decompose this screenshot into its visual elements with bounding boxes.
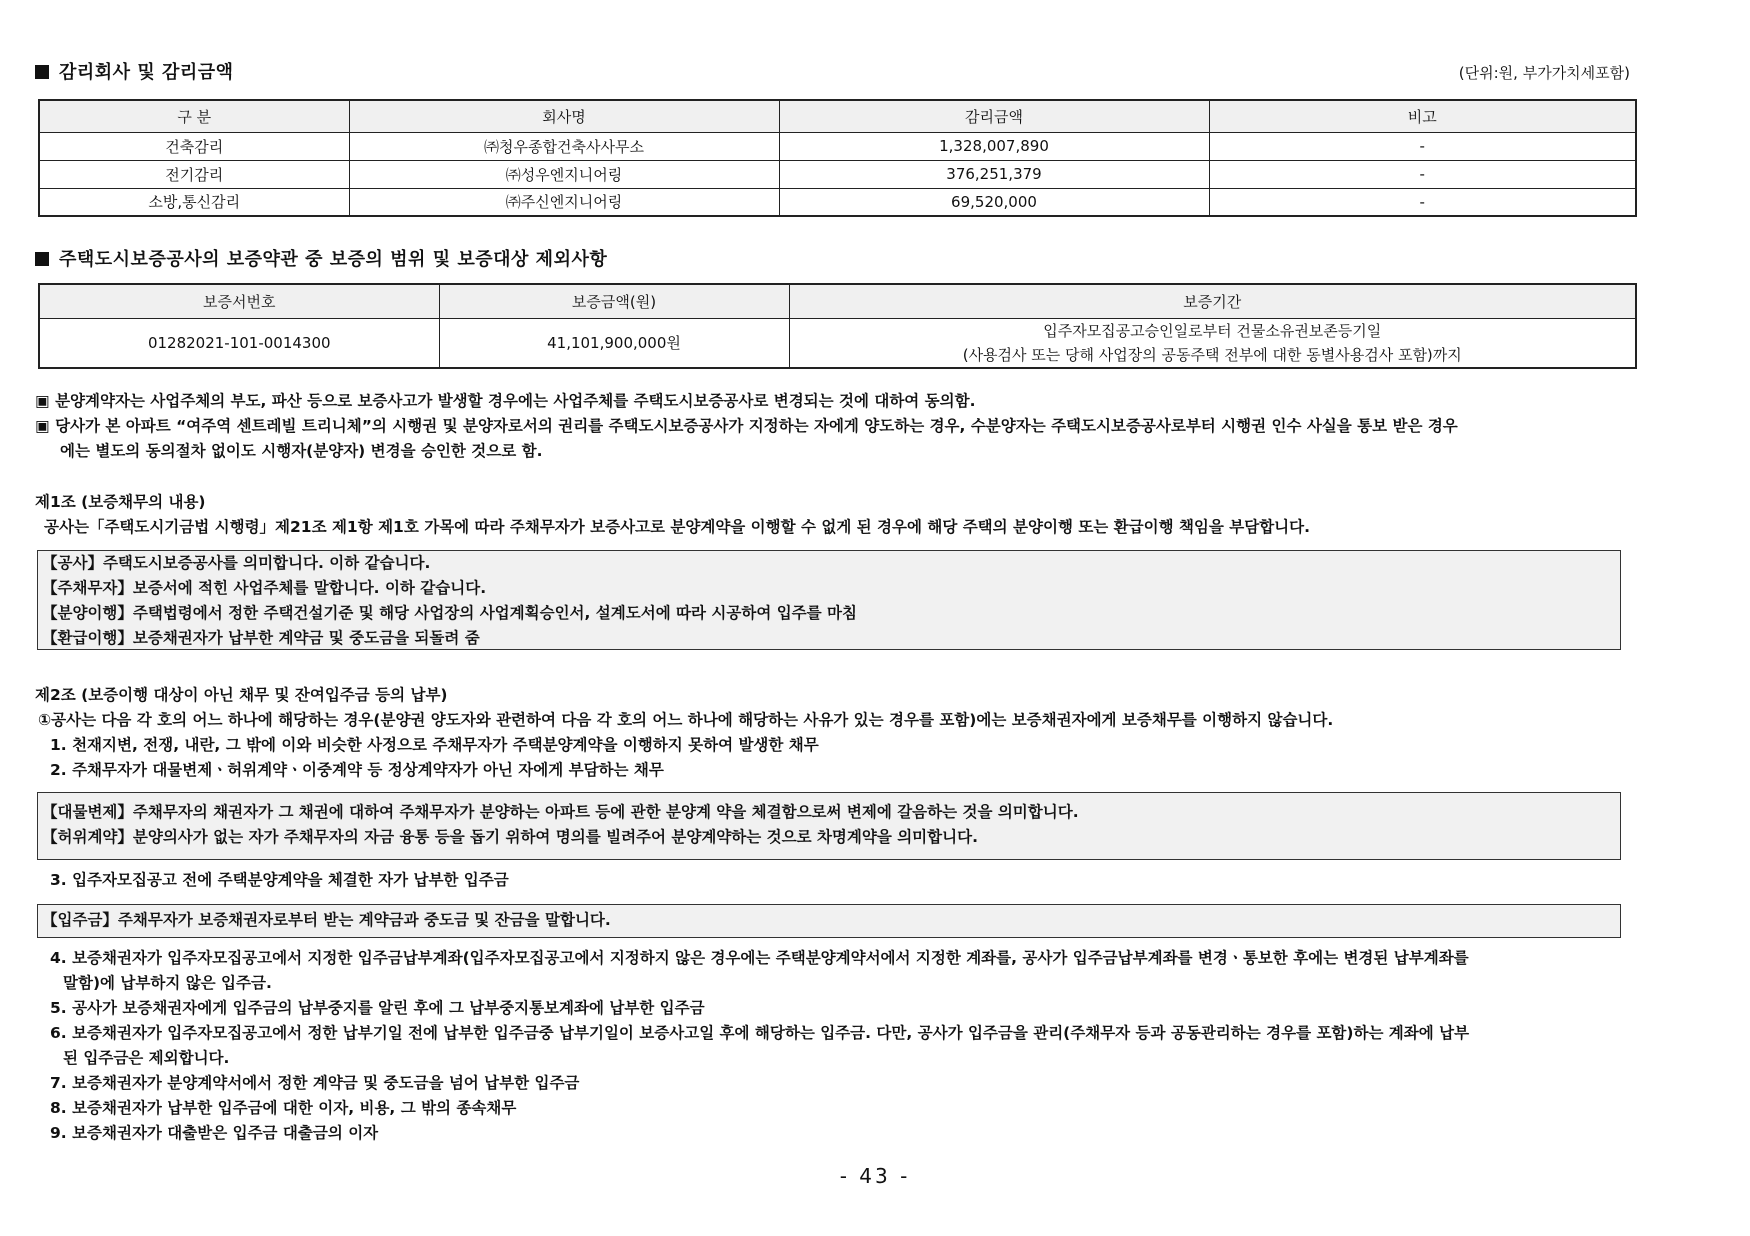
table-header-row (39, 100, 1636, 132)
list-item: 8. 보증채권자가 납부한 입주금에 대한 이자, 비용, 그 밖의 종속채무 (50, 1099, 517, 1117)
list-item: 7. 보증채권자가 분양계약서에서 정한 계약금 및 중도금을 넘어 납부한 입주금 (50, 1074, 580, 1092)
cert-number-cell: 01282021-101-0014300 (39, 318, 439, 368)
table-header-cell: 구 분 (39, 100, 349, 132)
box-bullet-icon: ▣ (35, 417, 50, 435)
list-item: 1. 천재지변, 전쟁, 내란, 그 밖에 이와 비슷한 사정으로 주채무자가 주택분양계약을 이행하지 못하여 발생한 채무 (50, 736, 819, 754)
guarantee-period-cell (789, 318, 1636, 368)
box-bullet-icon: ▣ (35, 392, 50, 410)
list-item: 6. 보증채권자가 입주자모집공고에서 정한 납부기일 전에 납부한 입주금중 납부기일이 보증사고일 후에 해당하는 입주금. 다만, 공사가 입주금을 관리(주채무자 등과 공동관리하는 경우를 포함)하는 계좌에 납부 (50, 1024, 1470, 1042)
table-header-cell: 회사명 (349, 100, 779, 132)
square-bullet-icon (35, 252, 49, 266)
supervision-table (38, 99, 1637, 217)
table-cell: 1,328,007,890 (779, 132, 1209, 160)
section-title-supervision: 감리회사 및 감리금액 (35, 58, 234, 84)
table-cell: ㈜청우종합건축사사무소 (349, 132, 779, 160)
note-transfer-cont: 에는 별도의 동의절차 없이도 시행자(분양자) 변경을 승인한 것으로 함. (60, 442, 543, 460)
table-row (39, 318, 1636, 368)
section-title-guarantee: 주택도시보증공사의 보증약관 중 보증의 범위 및 보증대상 제외사항 (35, 245, 607, 271)
definition-line: 【대물변제】주채무자의 채권자가 그 채권에 대하여 주채무자가 분양하는 아파트 등에 관한 분양계 약을 체결함으로써 변제에 갈음하는 것을 의미합니다. (42, 803, 1079, 821)
list-item: 4. 보증채권자가 입주자모집공고에서 지정한 입주금납부계좌(입주자모집공고에서 지정하지 않은 경우에는 주택분양계약서에서 지정한 계좌를, 공사가 입주금납부계좌를 변경ㆍ통보한 후에는 변경된 납부계좌를 (50, 949, 1469, 967)
definition-line: 【허위계약】분양의사가 없는 자가 주채무자의 자금 융통 등을 돕기 위하여 명의를 빌려주어 분양계약하는 것으로 차명계약을 의미합니다. (42, 828, 978, 846)
table-row (39, 160, 1636, 188)
table-row (39, 188, 1636, 216)
article1-definitions-box (37, 550, 1621, 650)
definition-line: 【주채무자】보증서에 적힌 사업주체를 말합니다. 이하 같습니다. (42, 579, 487, 597)
table-cell: 전기감리 (39, 160, 349, 188)
table-cell: ㈜성우엔지니어링 (349, 160, 779, 188)
table-cell: - (1209, 188, 1636, 216)
table-cell: 69,520,000 (779, 188, 1209, 216)
table-cell: 376,251,379 (779, 160, 1209, 188)
table-header-cell: 보증기간 (789, 284, 1636, 318)
unit-note: (단위:원, 부가가치세포함) (1458, 64, 1630, 82)
page-number: - 43 - (839, 1164, 911, 1188)
list-item: 2. 주채무자가 대물변제ㆍ허위계약ㆍ이중계약 등 정상계약자가 아닌 자에게 부담하는 채무 (50, 761, 664, 779)
list-item-cont: 말함)에 납부하지 않은 입주금. (63, 974, 272, 992)
table-cell: 소방,통신감리 (39, 188, 349, 216)
table-header-cell: 비고 (1209, 100, 1636, 132)
table-header-cell: 보증금액(원) (439, 284, 789, 318)
table-cell: - (1209, 160, 1636, 188)
list-item: 9. 보증채권자가 대출받은 입주금 대출금의 이자 (50, 1124, 379, 1142)
list-item: 3. 입주자모집공고 전에 주택분양계약을 체결한 자가 납부한 입주금 (50, 871, 509, 889)
note-transfer: ▣ 당사가 본 아파트 “여주역 센트레빌 트리니체”의 시행권 및 분양자로서의 권리를 주택도시보증공사가 지정하는 자에게 양도하는 경우, 수분양자는 주택도시보증공사로부터 시행권 인수 사실을 통보 받은 경우 (35, 417, 1458, 435)
square-bullet-icon (35, 65, 49, 79)
article2-intro: ①공사는 다음 각 호의 어느 하나에 해당하는 경우(분양권 양도자와 관련하여 다음 각 호의 어느 하나에 해당하는 사유가 있는 경우를 포함)에는 보증채권자에게 보증채무를 이행하지 않습니다. (38, 711, 1334, 729)
table-row (39, 132, 1636, 160)
note-consent: ▣ 분양계약자는 사업주체의 부도, 파산 등으로 보증사고가 발생할 경우에는 사업주체를 주택도시보증공사로 변경되는 것에 대하여 동의함. (35, 392, 976, 410)
table-header-cell: 보증서번호 (39, 284, 439, 318)
table-cell: ㈜주신엔지니어링 (349, 188, 779, 216)
definition-line: 【분양이행】주택법령에서 정한 주택건설기준 및 해당 사업장의 사업계획승인서, 설계도서에 따라 시공하여 입주를 마침 (42, 604, 857, 622)
article2-definitions-box (37, 792, 1621, 860)
period-line: 입주자모집공고승인일로부터 건물소유권보존등기일 (1043, 321, 1382, 340)
definition-line: 【공사】주택도시보증공사를 의미합니다. 이하 같습니다. (42, 554, 431, 572)
list-item: 5. 공사가 보증채권자에게 입주금의 납부중지를 알린 후에 그 납부중지통보계좌에 납부한 입주금 (50, 999, 705, 1017)
guarantee-amount-cell: 41,101,900,000원 (439, 318, 789, 368)
guarantee-table (38, 283, 1637, 369)
table-cell: - (1209, 132, 1636, 160)
list-item-cont: 된 입주금은 제외합니다. (63, 1049, 230, 1067)
definition-line: 【환급이행】보증채권자가 납부한 계약금 및 중도금을 되돌려 줌 (42, 629, 480, 647)
table-header-cell: 감리금액 (779, 100, 1209, 132)
article2-title: 제2조 (보증이행 대상이 아닌 채무 및 잔여입주금 등의 납부) (35, 686, 448, 704)
article1-title: 제1조 (보증채무의 내용) (35, 493, 206, 511)
period-line: (사용검사 또는 당해 사업장의 공동주택 전부에 대한 동별사용검사 포함)까지 (962, 345, 1462, 364)
table-cell: 건축감리 (39, 132, 349, 160)
article1-body: 공사는「주택도시기금법 시행령」제21조 제1항 제1호 가목에 따라 주채무자가 보증사고로 분양계약을 이행할 수 없게 된 경우에 해당 주택의 분양이행 또는 환급이행 책임을 부담합니다. (44, 518, 1311, 536)
definition-line: 【입주금】주채무자가 보증채권자로부터 받는 계약금과 중도금 및 잔금을 말합니다. (42, 911, 611, 929)
table-header-row (39, 284, 1636, 318)
payment-definition-box (37, 904, 1621, 938)
